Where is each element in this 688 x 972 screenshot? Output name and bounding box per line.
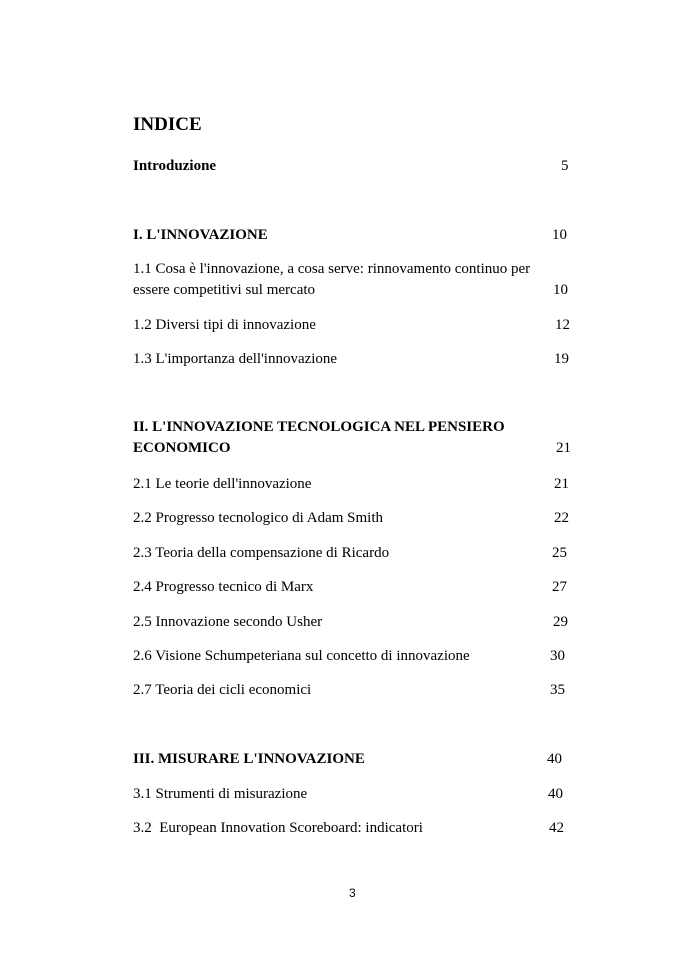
toc-chapter-3: III. MISURARE L'INNOVAZIONE <box>133 751 365 767</box>
toc-page-1-2: 12 <box>555 317 570 333</box>
toc-page-3-1: 40 <box>548 786 563 802</box>
toc-page-2-1: 21 <box>554 476 569 492</box>
toc-chapter-1: I. L'INNOVAZIONE <box>133 227 268 243</box>
toc-entry-2-1: 2.1 Le teorie dell'innovazione <box>133 476 312 492</box>
toc-page-3-2: 42 <box>549 820 564 836</box>
toc-page-2-4: 27 <box>552 579 567 595</box>
toc-chapter-2-line2: ECONOMICO <box>133 440 231 456</box>
toc-entry-1-1-line1: 1.1 Cosa è l'innovazione, a cosa serve: rinnovamento continuo per <box>133 261 531 277</box>
toc-entry-3-1: 3.1 Strumenti di misurazione <box>133 786 308 802</box>
toc-entry-1-3: 1.3 L'importanza dell'innovazione <box>133 351 338 367</box>
toc-page-introduzione: 5 <box>561 158 569 174</box>
toc-title: INDICE <box>133 114 202 135</box>
toc-page-2-2: 22 <box>554 510 569 526</box>
toc-entry-2-3: 2.3 Teoria della compensazione di Ricardo <box>133 545 390 561</box>
toc-page-2-7: 35 <box>550 682 565 698</box>
toc-entry-2-7: 2.7 Teoria dei cicli economici <box>133 682 312 698</box>
toc-page-1-1: 10 <box>553 282 568 298</box>
toc-entry-1-2: 1.2 Diversi tipi di innovazione <box>133 317 316 333</box>
toc-entry-2-5: 2.5 Innovazione secondo Usher <box>133 614 323 630</box>
toc-page-2-5: 29 <box>553 614 568 630</box>
toc-entry-2-2: 2.2 Progresso tecnologico di Adam Smith <box>133 510 383 526</box>
toc-entry-1-1-line2: essere competitivi sul mercato <box>133 282 316 298</box>
toc-chapter-2-line1: II. L'INNOVAZIONE TECNOLOGICA NEL PENSIERO <box>133 419 505 435</box>
toc-entry-2-6: 2.6 Visione Schumpeteriana sul concetto di innovazione <box>133 648 470 664</box>
toc-page-chapter-2: 21 <box>556 440 571 456</box>
toc-entry-3-2: 3.2 European Innovation Scoreboard: indicatori <box>133 820 423 836</box>
toc-page-chapter-1: 10 <box>552 227 567 243</box>
page-number: 3 <box>349 886 356 900</box>
toc-entry-2-4: 2.4 Progresso tecnico di Marx <box>133 579 314 595</box>
toc-entry-introduzione: Introduzione <box>133 158 217 174</box>
toc-page-2-3: 25 <box>552 545 567 561</box>
toc-page-1-3: 19 <box>554 351 569 367</box>
toc-page-2-6: 30 <box>550 648 565 664</box>
toc-page-chapter-3: 40 <box>547 751 562 767</box>
